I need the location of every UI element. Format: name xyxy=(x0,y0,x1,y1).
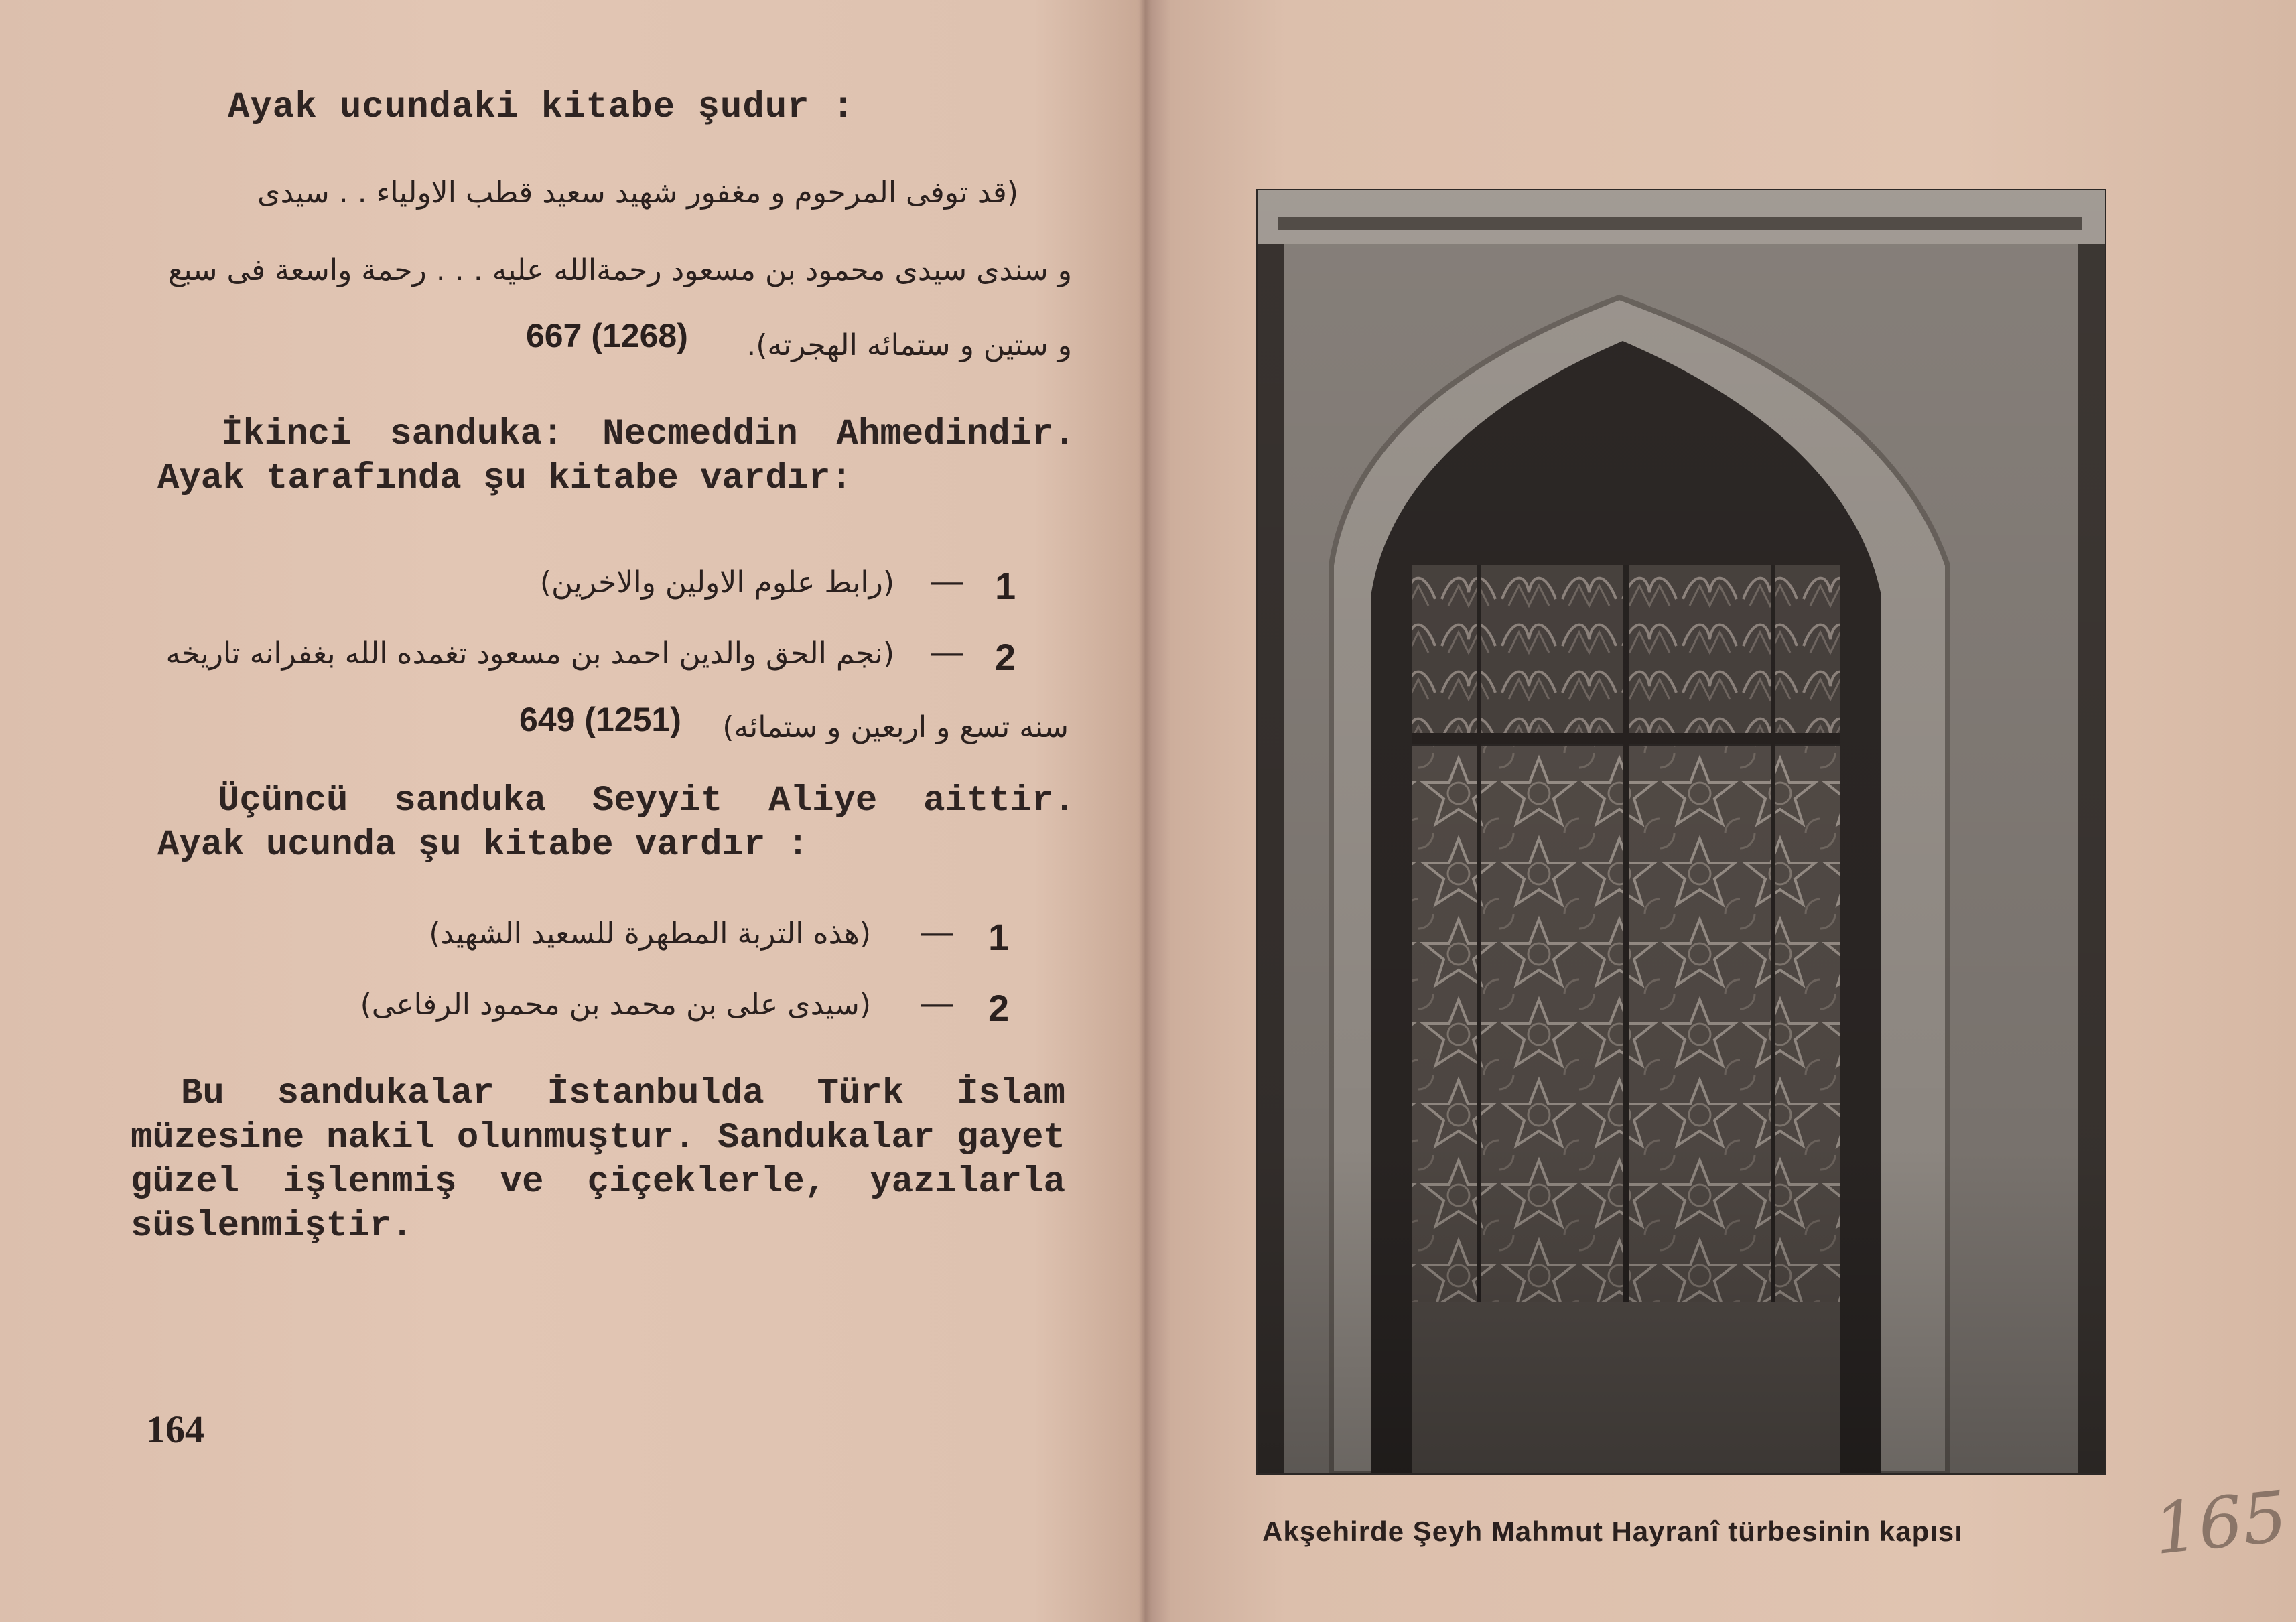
tomb-door-photograph xyxy=(1256,189,2106,1475)
paragraph-third-sarcophagus: Üçüncü sanduka Seyyit Aliye aittir. Ayak ucunda şu kitabe vardır : xyxy=(157,781,1075,866)
section-heading: Ayak ucundaki kitabe şudur : xyxy=(228,87,855,128)
list-2-item-1-text: (هذه التربة المطهرة للسعيد الشهيد) xyxy=(429,917,871,951)
list-2-item-1-number: 1 xyxy=(988,916,1010,958)
arabic-inscription-line-1: (قد توفى المرحوم و مغفور شهيد سعيد قطب الاولياء . . سيدى xyxy=(257,176,1018,210)
list-1-item-2-number: 2 xyxy=(995,636,1016,678)
list-2-item-1-dash: — xyxy=(921,915,953,950)
list-2-item-2-text: (سيدى على بن محمد بن محمود الرفاعى) xyxy=(360,988,871,1022)
list-2-item-2-dash: — xyxy=(921,986,953,1021)
arabic-inscription-line-3: و ستين و ستمائه الهجرته). xyxy=(746,328,1072,362)
list-1-item-2-text: (نجم الحق والدين احمد بن مسعود تغمده الله بغفرانه تاريخه xyxy=(165,636,894,671)
paragraph-second-sarcophagus: İkinci sanduka: Necmeddin Ahmedindir. Ayak tarafında şu kitabe vardır: xyxy=(157,414,1075,499)
arabic-inscription-line-2: و سندى سيدى محمود بن مسعود رحمةالله عليه . . . رحمة واسعة فى سبع xyxy=(167,253,1072,287)
left-page xyxy=(0,0,1142,1622)
photo-caption: Akşehirde Şeyh Mahmut Hayranî türbesinin kapısı xyxy=(1262,1515,1963,1547)
list-2-item-2-number: 2 xyxy=(988,987,1010,1029)
page-number-left: 164 xyxy=(146,1408,204,1451)
handwritten-page-number: 165 xyxy=(2150,1475,2291,1571)
inscription-date-1: 667 (1268) xyxy=(526,317,688,354)
inscription-date-2: 649 (1251) xyxy=(519,701,681,738)
list-1-item-1-number: 1 xyxy=(995,565,1016,607)
list-1-item-2-continuation: سنه تسع و اربعين و ستمائه) xyxy=(722,710,1069,744)
paragraph-museum-note: Bu sandukalar İstanbulda Türk İslam müzesine nakil olunmuştur. Sandukalar gayet güzel işlenmiş ve çiçeklerle, yazılarla süslenmiştir. xyxy=(131,1073,1065,1247)
list-1-item-1-dash: — xyxy=(931,563,963,599)
list-1-item-1-text: (رابط علوم الاولين والاخرين) xyxy=(539,565,894,600)
list-1-item-2-dash: — xyxy=(931,634,963,670)
door-illustration xyxy=(1258,190,2105,1473)
